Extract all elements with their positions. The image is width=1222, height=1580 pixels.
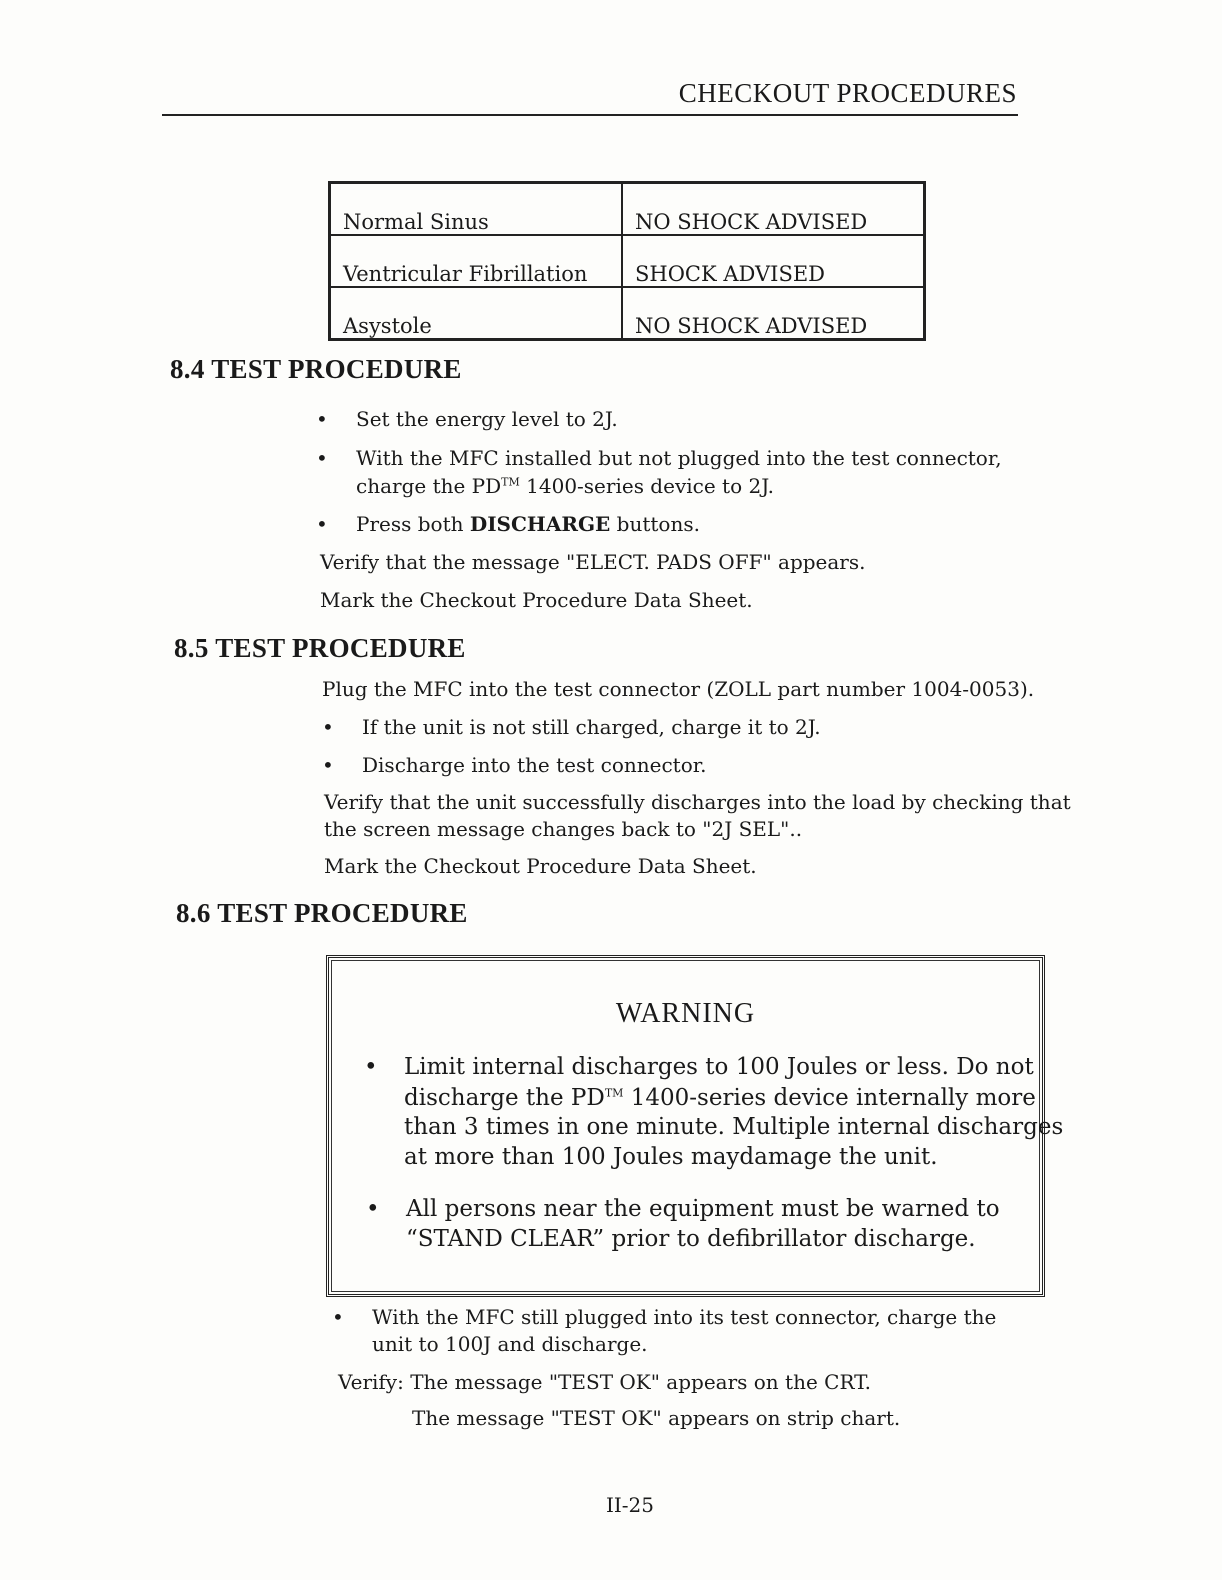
header-rule [162,114,1018,116]
section-8-6-bullet-line-1: • With the MFC still plugged into its test connector, charge the [372,1305,996,1329]
page-header-title: CHECKOUT PROCEDURES [678,78,1017,108]
section-8-5-bullet-1: • If the unit is not still charged, charge it to 2J. [362,715,821,739]
warning-bullet-1-line-1: • Limit internal discharges to 100 Joules or less. Do not [404,1054,1034,1080]
section-8-5-intro: Plug the MFC into the test connector (ZOLL part number 1004-0053). [322,677,1035,701]
section-8-5-heading: 8.5 TEST PROCEDURE [174,633,466,663]
section-8-6-verify-1: Verify: The message "TEST OK" appears on the CRT. [338,1370,871,1394]
section-8-4-bullet-3 [356,512,700,536]
rhythm-cell: Normal Sinus [330,183,623,236]
page-number: II-25 [605,1493,654,1517]
bullet-text: charge the PD [356,474,502,498]
rhythm-cell: Ventricular Fibrillation [330,235,623,287]
warning-title: WARNING [615,998,756,1029]
bullet-text: buttons. [610,512,700,536]
table-row [330,287,925,340]
section-8-5-verify-line-1: Verify that the unit successfully discharges into the load by checking that [324,790,1071,814]
rhythm-cell: Asystole [330,287,623,340]
section-8-4-bullet-2-line-2 [356,474,774,498]
section-8-6-verify-2: The message "TEST OK" appears on strip chart. [412,1406,901,1430]
section-8-4-verify: Verify that the message "ELECT. PADS OFF" appears. [320,550,866,574]
table-row [330,183,925,236]
section-8-4-bullet-1: • Set the energy level to 2J. [356,407,618,431]
warning-bullet-1-line-3: than 3 times in one minute. Multiple internal discharges [404,1114,1064,1140]
trademark-mark: TM [501,475,520,489]
warning-bullet-2-line-2: “STAND CLEAR” prior to defibrillator discharge. [406,1226,976,1252]
section-8-6-bullet-line-2: unit to 100J and discharge. [372,1332,648,1356]
discharge-keyword: DISCHARGE [469,512,611,536]
result-cell: NO SHOCK ADVISED [622,287,925,340]
section-8-6-heading: 8.6 TEST PROCEDURE [176,898,468,928]
section-8-4-heading: 8.4 TEST PROCEDURE [170,354,462,384]
bullet-text: Press both [356,512,470,536]
warning-bullet-1-line-4: at more than 100 Joules maydamage the unit. [404,1144,938,1170]
section-8-5-verify-line-2: the screen message changes back to "2J SEL".. [324,817,803,841]
warning-text: 1400-series device internally more [623,1085,1036,1111]
section-8-5-mark: Mark the Checkout Procedure Data Sheet. [324,854,757,878]
section-8-4-mark: Mark the Checkout Procedure Data Sheet. [320,588,753,612]
bullet-text: 1400-series device to 2J. [519,474,775,498]
result-cell: NO SHOCK ADVISED [622,183,925,236]
section-8-4-bullet-2-line-1: • With the MFC installed but not plugged into the test connector, [356,446,1002,470]
trademark-mark: TM [604,1086,624,1100]
table-row [330,235,925,287]
warning-bullet-2-line-1: • All persons near the equipment must be warned to [406,1196,1000,1222]
section-8-5-bullet-2: • Discharge into the test connector. [362,753,706,777]
rhythm-result-table [328,181,926,341]
result-cell: SHOCK ADVISED [622,235,925,287]
warning-text: discharge the PD [404,1085,605,1111]
warning-bullet-1-line-2 [404,1085,1036,1111]
